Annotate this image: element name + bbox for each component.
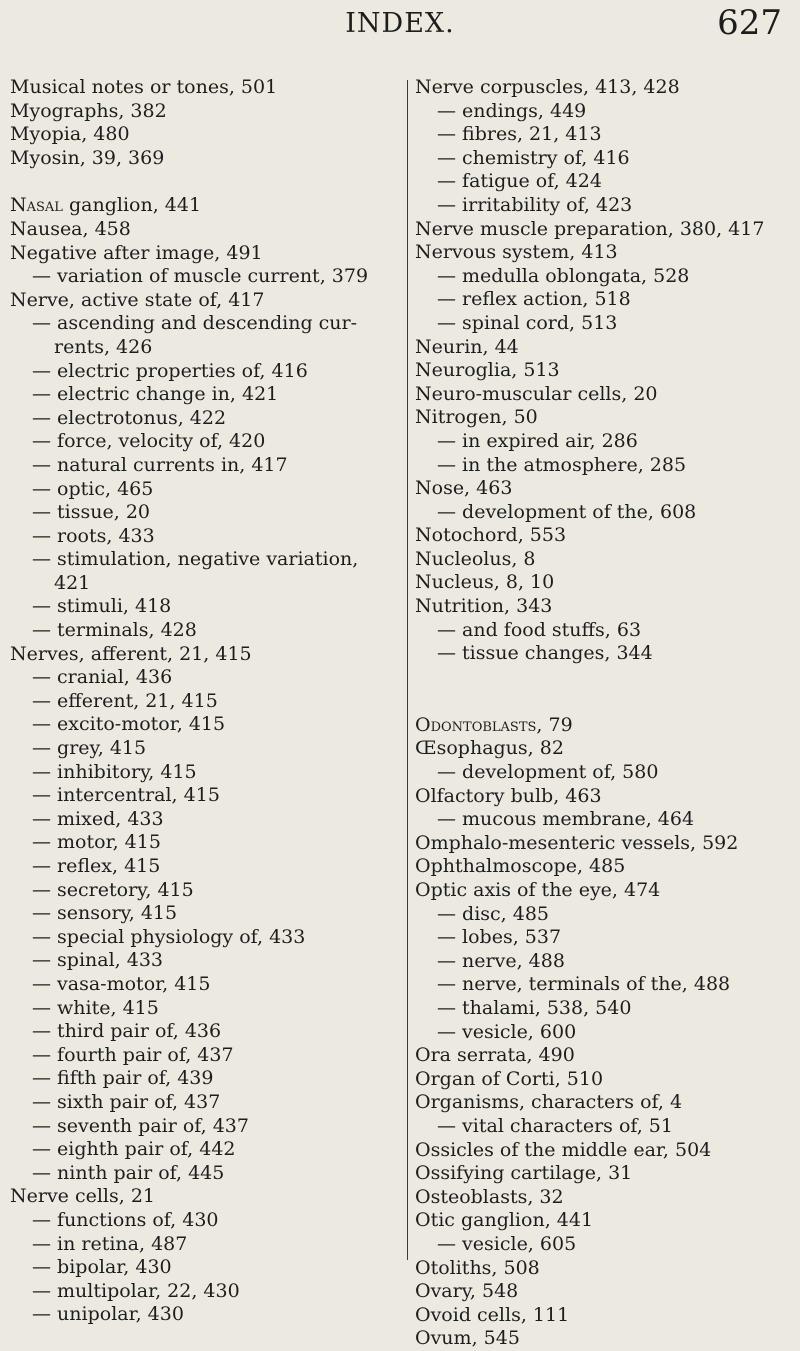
- index-subentry: [415, 501, 797, 525]
- entry-text: Nitrogen, 50: [415, 406, 538, 429]
- index-entry: [10, 643, 400, 667]
- index-subentry: [415, 1115, 797, 1139]
- index-entry: [415, 477, 797, 501]
- entry-text: Nucleolus, 8: [415, 547, 536, 570]
- entry-text: Ophthalmoscope, 485: [415, 855, 626, 878]
- index-entry: [415, 1139, 797, 1163]
- entry-text: Neuroglia, 513: [415, 359, 560, 382]
- index-subentry: [415, 312, 797, 336]
- entry-text: — grey, 415: [32, 737, 147, 760]
- index-entry: [415, 1304, 797, 1328]
- entry-text: Nerve cells, 21: [10, 1185, 156, 1208]
- entry-text: ganglion, 441: [62, 194, 202, 217]
- entry-text: — eighth pair of, 442: [32, 1138, 236, 1161]
- entry-text: — fourth pair of, 437: [32, 1043, 234, 1066]
- entry-text: Osteoblasts, 32: [415, 1185, 564, 1208]
- index-subentry: [10, 595, 400, 619]
- entry-text: — white, 415: [32, 996, 159, 1019]
- index-subentry: [10, 548, 400, 572]
- index-subentry: [10, 430, 400, 454]
- entry-text: — multipolar, 22, 430: [32, 1279, 240, 1302]
- entry-text: — endings, 449: [437, 99, 587, 122]
- entry-text: — nerve, terminals of the, 488: [437, 973, 731, 996]
- entry-text: Ovary, 548: [415, 1280, 519, 1303]
- entry-text: 421: [54, 571, 91, 594]
- entry-text: — electric properties of, 416: [32, 359, 308, 382]
- index-subentry: [10, 949, 400, 973]
- entry-text: — third pair of, 436: [32, 1020, 222, 1043]
- entry-text: — vesicle, 605: [437, 1232, 577, 1255]
- index-entry: [415, 571, 797, 595]
- entry-text: Musical notes or tones, 501: [10, 76, 278, 98]
- entry-text: — reflex, 415: [32, 855, 161, 877]
- index-subentry: [10, 831, 400, 855]
- index-subentry: [415, 430, 797, 454]
- index-subentry: [10, 666, 400, 690]
- index-entry: [415, 855, 797, 879]
- entry-text: Myographs, 382: [10, 99, 167, 122]
- entry-text: — seventh pair of, 437: [32, 1114, 249, 1137]
- index-subentry: [10, 784, 400, 808]
- index-entry: [415, 785, 797, 809]
- entry-text: — spinal cord, 513: [437, 311, 618, 334]
- entry-text: — excito-motor, 415: [32, 713, 226, 736]
- index-entry: [415, 1044, 797, 1068]
- entry-text: — fibres, 21, 413: [437, 123, 602, 146]
- index-subentry: [415, 997, 797, 1021]
- entry-text: — efferent, 21, 415: [32, 689, 218, 712]
- entry-text: Nerve corpuscles, 413, 428: [415, 76, 680, 98]
- index-subentry: [10, 1280, 400, 1304]
- index-subentry: [10, 690, 400, 714]
- index-subentry: [10, 1303, 400, 1327]
- index-subentry: [415, 619, 797, 643]
- entry-text: — mucous membrane, 464: [437, 808, 695, 831]
- index-entry: [415, 737, 797, 761]
- index-entry: [415, 714, 797, 738]
- index-entry: [415, 76, 797, 100]
- entry-text: — stimulation, negative variation,: [32, 548, 359, 571]
- entry-text: — development of, 580: [437, 761, 659, 784]
- entry-text: — electric change in, 421: [32, 383, 279, 406]
- index-subentry: [10, 501, 400, 525]
- index-entry: [415, 1068, 797, 1092]
- entry-text: Nerve muscle preparation, 380, 417: [415, 217, 765, 240]
- entry-text: Nose, 463: [415, 477, 513, 500]
- index-subentry: [10, 1044, 400, 1068]
- column-divider: [407, 80, 408, 1260]
- index-entry: [415, 524, 797, 548]
- index-entry: [415, 1186, 797, 1210]
- index-entry: [10, 100, 400, 124]
- index-entry: [415, 879, 797, 903]
- entry-text: — in retina, 487: [32, 1232, 188, 1255]
- entry-text: — stimuli, 418: [32, 595, 172, 618]
- index-entry: [415, 1209, 797, 1233]
- index-entry: [10, 242, 400, 266]
- index-entry: [10, 1185, 400, 1209]
- index-subentry: [10, 761, 400, 785]
- entry-text: — fatigue of, 424: [437, 170, 602, 193]
- index-subentry: [10, 1091, 400, 1115]
- running-title: INDEX.: [345, 8, 455, 39]
- entry-text: Organ of Corti, 510: [415, 1067, 604, 1090]
- index-column-left: [10, 76, 400, 1327]
- entry-text: — nerve, 488: [437, 949, 565, 972]
- entry-text: Optic axis of the eye, 474: [415, 879, 661, 901]
- index-subentry: [10, 1209, 400, 1233]
- index-subentry: [415, 950, 797, 974]
- index-subentry: [10, 1233, 400, 1257]
- index-subentry: [10, 1115, 400, 1139]
- entry-text: — and food stuffs, 63: [437, 618, 642, 641]
- entry-text: — mixed, 433: [32, 807, 164, 830]
- entry-text: — tissue, 20: [32, 501, 150, 524]
- index-subentry: [10, 360, 400, 384]
- entry-text: Olfactory bulb, 463: [415, 784, 602, 807]
- entry-text: Negative after image, 491: [10, 241, 263, 264]
- entry-text: Ora serrata, 490: [415, 1044, 575, 1067]
- entry-text: — sixth pair of, 437: [32, 1090, 221, 1113]
- index-entry: [10, 123, 400, 147]
- entry-text: Otoliths, 508: [415, 1256, 540, 1279]
- page-number: 627: [717, 3, 782, 43]
- index-subentry: [10, 312, 400, 336]
- entry-text: Otic ganglion, 441: [415, 1209, 594, 1232]
- index-entry: [415, 359, 797, 383]
- entry-text: — in expired air, 286: [437, 429, 638, 452]
- entry-text: — chemistry of, 416: [437, 146, 630, 169]
- entry-text: — motor, 415: [32, 831, 161, 854]
- index-subentry: [10, 407, 400, 431]
- entry-text: — fifth pair of, 439: [32, 1067, 214, 1090]
- entry-text: , 79: [536, 713, 573, 736]
- section-gap: [415, 666, 797, 714]
- index-subentry: [415, 288, 797, 312]
- index-subentry: [10, 1162, 400, 1186]
- index-subentry: [415, 903, 797, 927]
- index-subentry: [415, 265, 797, 289]
- entry-text: Ovum, 545: [415, 1327, 520, 1350]
- index-entry: [415, 336, 797, 360]
- index-entry: [415, 241, 797, 265]
- section-lead-word: Odontoblasts: [415, 713, 537, 736]
- index-subentry: [10, 855, 400, 879]
- entry-text: — vasa-motor, 415: [32, 972, 211, 995]
- entry-text: Myosin, 39, 369: [10, 146, 165, 169]
- index-entry-continuation: [10, 572, 400, 596]
- entry-text: — special physiology of, 433: [32, 925, 306, 948]
- entry-text: — cranial, 436: [32, 666, 173, 689]
- index-entry: [415, 548, 797, 572]
- entry-text: Ovoid cells, 111: [415, 1303, 570, 1326]
- index-entry-continuation: [10, 336, 400, 360]
- index-subentry: [10, 454, 400, 478]
- entry-text: — natural currents in, 417: [32, 453, 288, 476]
- index-entry: [415, 595, 797, 619]
- index-subentry: [10, 713, 400, 737]
- index-subentry: [10, 1256, 400, 1280]
- entry-text: Myopia, 480: [10, 123, 130, 146]
- index-subentry: [10, 879, 400, 903]
- entry-text: Nutrition, 343: [415, 595, 553, 618]
- entry-text: Organisms, characters of, 4: [415, 1091, 683, 1114]
- index-entry: [415, 832, 797, 856]
- entry-text: — sensory, 415: [32, 902, 178, 925]
- index-entry: [10, 147, 400, 171]
- index-subentry: [415, 194, 797, 218]
- entry-text: — reflex action, 518: [437, 288, 631, 311]
- index-subentry: [10, 478, 400, 502]
- entry-text: — in the atmosphere, 285: [437, 453, 687, 476]
- entry-text: — roots, 433: [32, 524, 155, 547]
- entry-text: — thalami, 538, 540: [437, 996, 632, 1019]
- index-subentry: [10, 383, 400, 407]
- index-entry: [415, 383, 797, 407]
- index-subentry: [415, 1233, 797, 1257]
- section-lead-word: Nasal: [10, 194, 63, 217]
- index-subentry: [415, 973, 797, 997]
- entry-text: — functions of, 430: [32, 1208, 219, 1231]
- index-subentry: [10, 1138, 400, 1162]
- entry-text: — bipolar, 430: [32, 1256, 172, 1279]
- entry-text: Neuro-muscular cells, 20: [415, 382, 658, 405]
- entry-text: — terminals, 428: [32, 619, 197, 642]
- entry-text: — irritability of, 423: [437, 193, 633, 216]
- index-subentry: [415, 123, 797, 147]
- index-subentry: [10, 1067, 400, 1091]
- index-subentry: [415, 170, 797, 194]
- entry-text: — inhibitory, 415: [32, 760, 197, 783]
- section-gap: [10, 170, 400, 194]
- index-subentry: [415, 100, 797, 124]
- index-subentry: [415, 642, 797, 666]
- index-subentry: [415, 926, 797, 950]
- index-column-right: [415, 76, 797, 1351]
- index-entry: [415, 1327, 797, 1351]
- index-entry: [415, 1162, 797, 1186]
- entry-text: rents, 426: [54, 335, 153, 358]
- index-subentry: [10, 525, 400, 549]
- index-subentry: [10, 997, 400, 1021]
- entry-text: Ossicles of the middle ear, 504: [415, 1138, 712, 1161]
- index-entry: [415, 406, 797, 430]
- index-subentry: [10, 619, 400, 643]
- index-subentry: [10, 265, 400, 289]
- entry-text: Nerves, afferent, 21, 415: [10, 642, 252, 665]
- index-subentry: [10, 737, 400, 761]
- entry-text: — variation of muscle current, 379: [32, 265, 369, 288]
- index-subentry: [10, 973, 400, 997]
- index-subentry: [10, 808, 400, 832]
- index-subentry: [415, 147, 797, 171]
- index-entry: [10, 76, 400, 100]
- index-subentry: [10, 926, 400, 950]
- index-entry: [415, 1257, 797, 1281]
- entry-text: Nucleus, 8, 10: [415, 571, 555, 594]
- index-entry: [415, 1280, 797, 1304]
- index-entry: [10, 289, 400, 313]
- entry-text: — lobes, 537: [437, 926, 562, 949]
- entry-text: Œsophagus, 82: [415, 737, 564, 760]
- entry-text: Nausea, 458: [10, 217, 131, 240]
- entry-text: Neurin, 44: [415, 335, 519, 358]
- entry-text: — medulla oblongata, 528: [437, 264, 690, 287]
- entry-text: — vesicle, 600: [437, 1020, 577, 1043]
- entry-text: Notochord, 553: [415, 524, 567, 547]
- entry-text: — tissue changes, 344: [437, 642, 653, 665]
- entry-text: — force, velocity of, 420: [32, 430, 266, 453]
- index-subentry: [415, 1021, 797, 1045]
- entry-text: — development of the, 608: [437, 500, 697, 523]
- entry-text: — ninth pair of, 445: [32, 1161, 225, 1184]
- index-subentry: [415, 808, 797, 832]
- index-entry: [10, 194, 400, 218]
- entry-text: — electrotonus, 422: [32, 406, 227, 429]
- entry-text: — secretory, 415: [32, 878, 194, 901]
- index-subentry: [10, 1020, 400, 1044]
- entry-text: Ossifying cartilage, 31: [415, 1162, 633, 1185]
- index-subentry: [10, 902, 400, 926]
- entry-text: — unipolar, 430: [32, 1303, 184, 1326]
- entry-text: — intercentral, 415: [32, 784, 220, 807]
- entry-text: — vital characters of, 51: [437, 1114, 673, 1137]
- entry-text: Nerve, active state of, 417: [10, 288, 265, 311]
- entry-text: — disc, 485: [437, 902, 550, 925]
- entry-text: — optic, 465: [32, 477, 154, 500]
- entry-text: Nervous system, 413: [415, 241, 618, 264]
- index-subentry: [415, 454, 797, 478]
- entry-text: — spinal, 433: [32, 949, 164, 972]
- index-entry: [415, 1091, 797, 1115]
- index-entry: [10, 218, 400, 242]
- page-header: [0, 0, 800, 48]
- index-subentry: [415, 761, 797, 785]
- index-entry: [415, 218, 797, 242]
- entry-text: Omphalo-mesenteric vessels, 592: [415, 831, 739, 854]
- entry-text: — ascending and descending cur-: [32, 312, 358, 335]
